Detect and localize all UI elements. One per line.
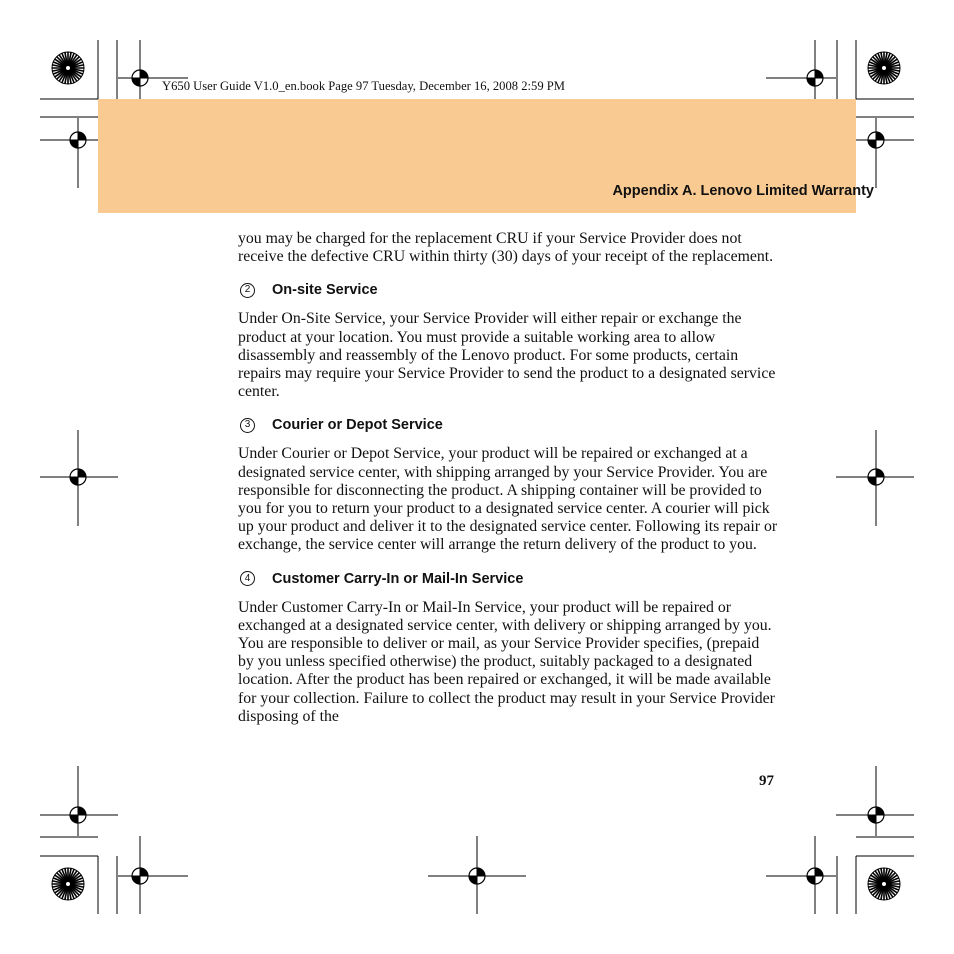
section-number-icon: 4 <box>240 571 255 586</box>
section-body: Under On-Site Service, your Service Provider will either repair or exchange the product at your location. You must provide a suitable working area to allow disassembly and reassembly of the Lenovo product. For some products, certain repairs may require your Service Provider to send the product to a designated service center. <box>238 310 776 401</box>
section-heading <box>238 416 778 434</box>
section-title: Courier or Depot Service <box>272 417 443 434</box>
intro-paragraph: you may be charged for the replacement CRU if your Service Provider does not receive the defective CRU within thirty (30) days of your receipt of the replacement. <box>238 230 774 266</box>
section-number-icon: 3 <box>240 418 255 433</box>
section-heading <box>238 570 778 588</box>
file-slug: Y650 User Guide V1.0_en.book Page 97 Tuesday, December 16, 2008 2:59 PM <box>162 79 565 93</box>
section-title: Customer Carry-In or Mail-In Service <box>272 570 524 587</box>
section-title: On-site Service <box>272 282 378 299</box>
section-body: Under Customer Carry-In or Mail-In Service, your product will be repaired or exchanged at a designated service center, with delivery or shipping arranged by you. You are responsible to deliver or mail, as your Service Provider specifies, (prepaid by you unless specified otherwise) the product, suitably packaged to a designated location. After the product has been repaired or exchanged, it will be made available for your collection. Failure to collect the product may result in your Service Provider disposing of the <box>238 598 775 725</box>
section-heading <box>238 281 778 299</box>
section-body: Under Courier or Depot Service, your product will be repaired or exchanged at a designated service center, with shipping arranged by your Service Provider. You are responsible for disconnecting the product. A shipping container will be provided to you for you to return your product to a designated service center. A courier will pick up your product and deliver it to the designated service center. Following its repair or exchange, the service center will arrange the return delivery of the product to you. <box>238 445 778 554</box>
page-number: 97 <box>759 773 774 789</box>
section-number-icon: 2 <box>240 283 255 298</box>
page-content <box>238 230 778 726</box>
running-head: Appendix A. Lenovo Limited Warranty <box>612 183 874 199</box>
